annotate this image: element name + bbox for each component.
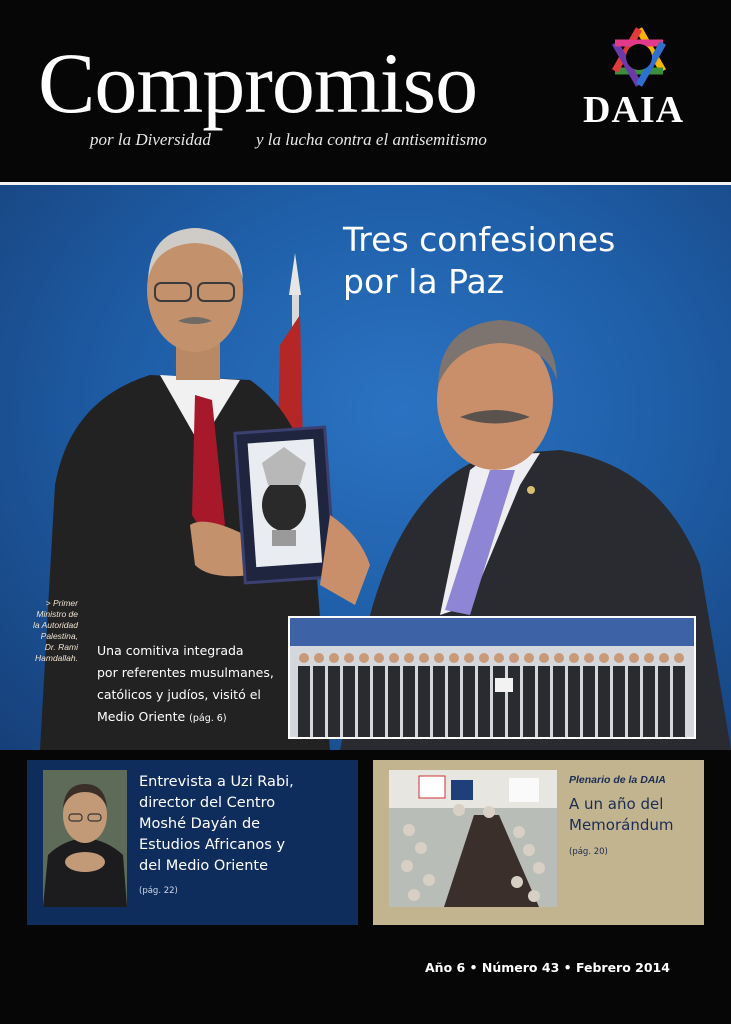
lead-line: católicos y judíos, visitó el <box>97 687 261 702</box>
group-person <box>658 666 670 737</box>
group-person-head <box>659 653 669 663</box>
group-person-head <box>674 653 684 663</box>
group-person <box>553 666 565 737</box>
group-person <box>478 666 490 737</box>
lead-line: Una comitiva integrada <box>97 643 244 658</box>
group-person-head <box>524 653 534 663</box>
group-person-head <box>509 653 519 663</box>
plenary-person <box>511 876 523 888</box>
plenary-page-ref[interactable]: (pág. 20) <box>569 847 608 857</box>
group-person <box>418 666 430 737</box>
photo-caption <box>10 598 78 664</box>
group-person <box>403 666 415 737</box>
group-person-head <box>329 653 339 663</box>
group-person-head <box>494 653 504 663</box>
plenary-person <box>423 874 435 886</box>
group-person-head <box>374 653 384 663</box>
group-person <box>598 666 610 737</box>
plenary-meeting-photo <box>389 770 557 907</box>
cover-headline <box>343 219 703 303</box>
plenary-person <box>408 889 420 901</box>
group-person <box>328 666 340 737</box>
group-person <box>613 666 625 737</box>
group-person <box>298 666 310 737</box>
daia-logo-text: DAIA <box>583 89 685 131</box>
flag-finial <box>289 253 301 295</box>
group-person <box>538 666 550 737</box>
cover-photo <box>0 185 731 750</box>
plenary-person <box>523 844 535 856</box>
delegation-group-photo <box>288 616 696 739</box>
plenary-kicker: Plenario de la DAIA <box>569 774 666 786</box>
group-person <box>463 666 475 737</box>
group-person-head <box>449 653 459 663</box>
tagline-left: por la Diversidad <box>90 130 211 149</box>
interview-page-ref[interactable]: (pág. 22) <box>139 886 178 896</box>
interview-title <box>139 772 351 877</box>
interview-title-line: Entrevista a Uzi Rabi, <box>139 774 294 790</box>
group-person <box>583 666 595 737</box>
headline-line: por la Paz <box>343 262 505 301</box>
group-person-head <box>644 653 654 663</box>
caption-line: > Primer <box>45 598 78 608</box>
caption-line: Hamdallah. <box>35 653 78 663</box>
interview-title-line: Estudios Africanos y <box>139 837 286 853</box>
group-person-head <box>569 653 579 663</box>
group-person-head <box>584 653 594 663</box>
plenary-person <box>415 842 427 854</box>
group-person-head <box>434 653 444 663</box>
group-person-head <box>359 653 369 663</box>
group-person-head <box>629 653 639 663</box>
group-person-head <box>614 653 624 663</box>
group-person <box>643 666 655 737</box>
plenary-person <box>401 860 413 872</box>
tagline-right: y la lucha contra el antisemitismo <box>256 130 487 149</box>
interview-box[interactable] <box>27 760 358 925</box>
interview-title-line: director del Centro <box>139 795 276 811</box>
interview-title-line: del Medio Oriente <box>139 858 269 874</box>
masthead <box>0 0 731 182</box>
group-person-head <box>539 653 549 663</box>
group-person-head <box>314 653 324 663</box>
group-person <box>493 666 505 737</box>
plenary-title <box>569 794 699 836</box>
multicolor-star-of-david-icon <box>606 24 672 90</box>
group-person-head <box>419 653 429 663</box>
caption-line: Palestina, <box>40 631 78 641</box>
group-person <box>523 666 535 737</box>
lead-line <box>97 706 297 730</box>
group-person-head <box>554 653 564 663</box>
group-person <box>448 666 460 737</box>
plenary-title-line: A un año del <box>569 795 664 813</box>
group-person <box>388 666 400 737</box>
plenary-person <box>533 862 545 874</box>
headline-line: Tres confesiones <box>343 220 616 259</box>
interview-title-line: Moshé Dayán de <box>139 816 261 832</box>
lead-page-ref[interactable]: (pág. 6) <box>189 713 227 724</box>
caption-line: la Autoridad <box>32 620 78 630</box>
group-person-head <box>599 653 609 663</box>
plenary-title-line: Memorándum <box>569 816 674 834</box>
plenary-person <box>483 806 495 818</box>
lead-line-text: Medio Oriente <box>97 709 186 724</box>
plenary-person <box>513 826 525 838</box>
caption-line: Dr. Rami <box>44 642 78 652</box>
group-person <box>568 666 580 737</box>
group-person-head <box>299 653 309 663</box>
plenary-person <box>453 804 465 816</box>
group-person-head <box>389 653 399 663</box>
caption-line: Ministro de <box>36 609 78 619</box>
plenary-box[interactable] <box>373 760 704 925</box>
group-person <box>673 666 685 737</box>
group-person <box>628 666 640 737</box>
plenary-person <box>403 824 415 836</box>
cover-lead-text[interactable] <box>97 640 297 730</box>
lead-line: por referentes musulmanes, <box>97 665 274 680</box>
group-person-head <box>344 653 354 663</box>
group-person <box>313 666 325 737</box>
group-person-head <box>479 653 489 663</box>
group-person-head <box>404 653 414 663</box>
group-person <box>373 666 385 737</box>
trophy-box <box>235 427 335 583</box>
magazine-title: Compromiso <box>38 35 478 131</box>
uzi-rabi-portrait <box>43 770 127 907</box>
group-person <box>433 666 445 737</box>
group-person <box>343 666 355 737</box>
plenary-person <box>528 890 540 902</box>
group-person <box>358 666 370 737</box>
group-person-head <box>464 653 474 663</box>
group-person <box>508 666 520 737</box>
issue-line: Año 6 • Número 43 • Febrero 2014 <box>425 960 670 975</box>
